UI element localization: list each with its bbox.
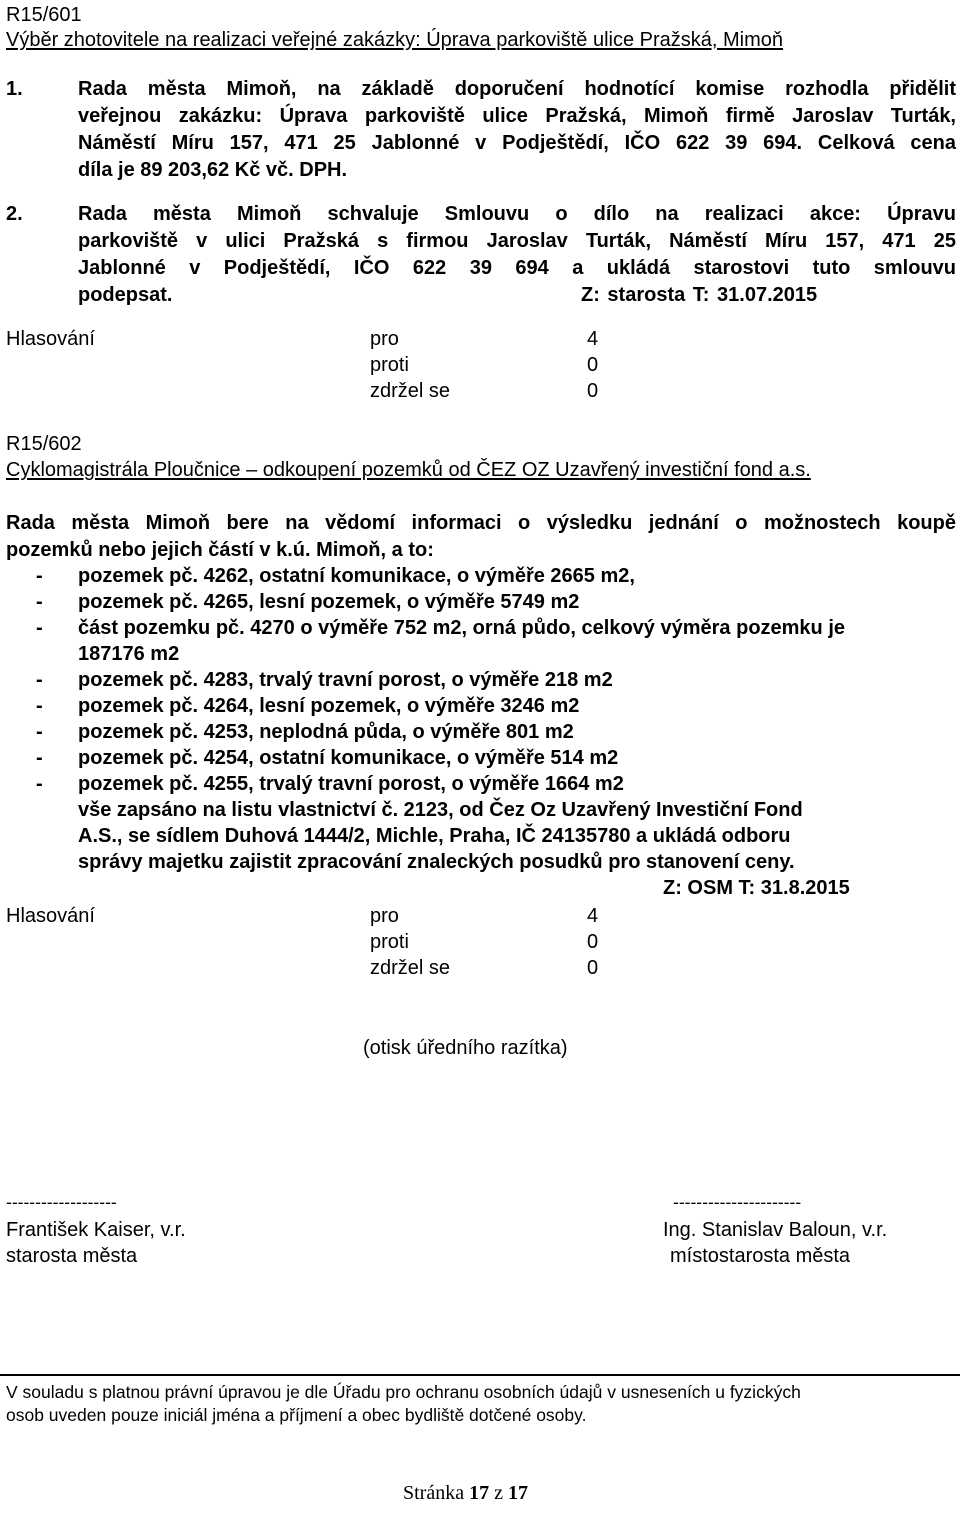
outro-line-1: vše zapsáno na listu vlastnictví č. 2123, od Čez Oz Uzavřený Investiční Fond (78, 799, 803, 821)
signatory-role-left: starosta města (6, 1245, 138, 1267)
vote-label-601: Hlasování (6, 328, 95, 350)
list-item (0, 615, 960, 667)
paragraph-1-line-4: díla je 89 203,62 Kč vč. DPH. (78, 159, 348, 181)
paragraph-2-line-4: podepsat. (78, 284, 173, 306)
list-dash: - (36, 721, 43, 743)
signature-line-right: ---------------------- (673, 1192, 802, 1212)
paragraph-number-2: 2. (6, 203, 23, 225)
vote-abstain-label-601: zdržel se (370, 380, 451, 402)
list-item (0, 719, 960, 745)
list-item (0, 589, 960, 615)
list-dash: - (36, 591, 43, 613)
vote-proti-count-601: 0 (587, 354, 599, 376)
page-current: 17 (469, 1482, 490, 1504)
paragraph-1-line-1: Rada města Mimoň, na základě doporučení hodnotící komise rozhodla přidělit (78, 78, 956, 100)
list-dash: - (36, 565, 43, 587)
list-item-text: pozemek pč. 4265, lesní pozemek, o výměře 5749 m2 (78, 591, 580, 613)
list-item-text: pozemek pč. 4264, lesní pozemek, o výměře 3246 m2 (78, 695, 580, 717)
vote-pro-label-601: pro (370, 328, 399, 350)
list-item-text: pozemek pč. 4253, neplodná půda, o výměře 801 m2 (78, 721, 574, 743)
vote-proti-count-602: 0 (587, 931, 599, 953)
vote-label-602: Hlasování (6, 905, 95, 927)
list-dash: - (36, 747, 43, 769)
list-item (0, 745, 960, 771)
vote-pro-label-602: pro (370, 905, 399, 927)
signatory-role-right: místostarosta města (670, 1245, 851, 1267)
paragraph-2-line-1: Rada města Mimoň schvaluje Smlouvu o dílo na realizaci akce: Úpravu (78, 203, 956, 225)
intro-line-1: Rada města Mimoň bere na vědomí informaci o výsledku jednání o možnostech koupě (6, 512, 956, 534)
resolution-title-601: Výběr zhotovitele na realizaci veřejné zakázky: Úprava parkoviště ulice Pražská, Mimoň (6, 29, 784, 51)
deadline-602: Z: OSM T: 31.8.2015 (663, 877, 850, 899)
vote-proti-label-601: proti (370, 354, 409, 376)
deadline-601: Z: starosta T: 31.07.2015 (581, 284, 818, 306)
signatory-name-left: František Kaiser, v.r. (6, 1219, 186, 1241)
intro-line-2: pozemků nebo jejich částí v k.ú. Mimoň, a to: (6, 539, 434, 561)
resolution-code-602: R15/602 (6, 433, 82, 455)
footer-divider (0, 1374, 960, 1376)
list-item-text: část pozemku pč. 4270 o výměře 752 m2, orná půdo, celkový výměra pozemku je (78, 617, 846, 639)
list-item (0, 693, 960, 719)
paragraph-1-line-2: veřejnou zakázku: Úprava parkoviště ulice Pražská, Mimoň firmě Jaroslav Turták, (78, 105, 956, 127)
paragraph-number-1: 1. (6, 78, 23, 100)
list-item (0, 563, 960, 589)
list-dash: - (36, 695, 43, 717)
resolution-title-602: Cyklomagistrála Ploučnice – odkoupení pozemků od ČEZ OZ Uzavřený investiční fond a.s. (6, 459, 811, 481)
vote-abstain-count-602: 0 (587, 957, 599, 979)
list-item-text: pozemek pč. 4255, trvalý travní porost, o výměře 1664 m2 (78, 773, 624, 795)
vote-abstain-count-601: 0 (587, 380, 599, 402)
signatory-name-right: Ing. Stanislav Baloun, v.r. (663, 1219, 888, 1241)
page-number (403, 1481, 528, 1505)
paragraph-2-line-2: parkoviště v ulici Pražská s firmou Jaroslav Turták, Náměstí Míru 157, 471 25 (78, 230, 956, 252)
page-prefix: Stránka (403, 1482, 465, 1504)
list-item-text: pozemek pč. 4283, trvalý travní porost, o výměře 218 m2 (78, 669, 613, 691)
list-item-text: pozemek pč. 4254, ostatní komunikace, o výměře 514 m2 (78, 747, 619, 769)
page-separator: z (494, 1482, 503, 1504)
outro-line-2: A.S., se sídlem Duhová 1444/2, Michle, Praha, IČ 24135780 a ukládá odboru (78, 825, 791, 847)
vote-abstain-label-602: zdržel se (370, 957, 451, 979)
stamp-note: (otisk úředního razítka) (363, 1037, 568, 1059)
outro-line-3: správy majetku zajistit zpracování znaleckých posudků pro stanovení ceny. (78, 851, 795, 873)
list-dash: - (36, 617, 43, 639)
vote-pro-count-601: 4 (587, 328, 599, 350)
privacy-note-line-1: V souladu s platnou právní úpravou je dle Úřadu pro ochranu osobních údajů v usneseních u fyzických (6, 1382, 801, 1402)
page-total: 17 (507, 1482, 528, 1504)
signature-line-left: ------------------- (6, 1192, 117, 1212)
list-item-text: pozemek pč. 4262, ostatní komunikace, o výměře 2665 m2, (78, 565, 635, 587)
privacy-note-line-2: osob uveden pouze iniciál jména a příjmení a obec bydliště dotčené osoby. (6, 1405, 587, 1425)
list-dash: - (36, 669, 43, 691)
list-item (0, 667, 960, 693)
list-dash: - (36, 773, 43, 795)
vote-pro-count-602: 4 (587, 905, 599, 927)
vote-proti-label-602: proti (370, 931, 409, 953)
paragraph-2-line-3: Jablonné v Podještědí, IČO 622 39 694 a ukládá starostovi tuto smlouvu (78, 257, 956, 279)
list-item-text-continued: 187176 m2 (78, 643, 180, 665)
paragraph-1-line-3: Náměstí Míru 157, 471 25 Jablonné v Podještědí, IČO 622 39 694. Celková cena (78, 132, 956, 154)
resolution-code-601: R15/601 (6, 4, 82, 26)
list-item (0, 771, 960, 797)
